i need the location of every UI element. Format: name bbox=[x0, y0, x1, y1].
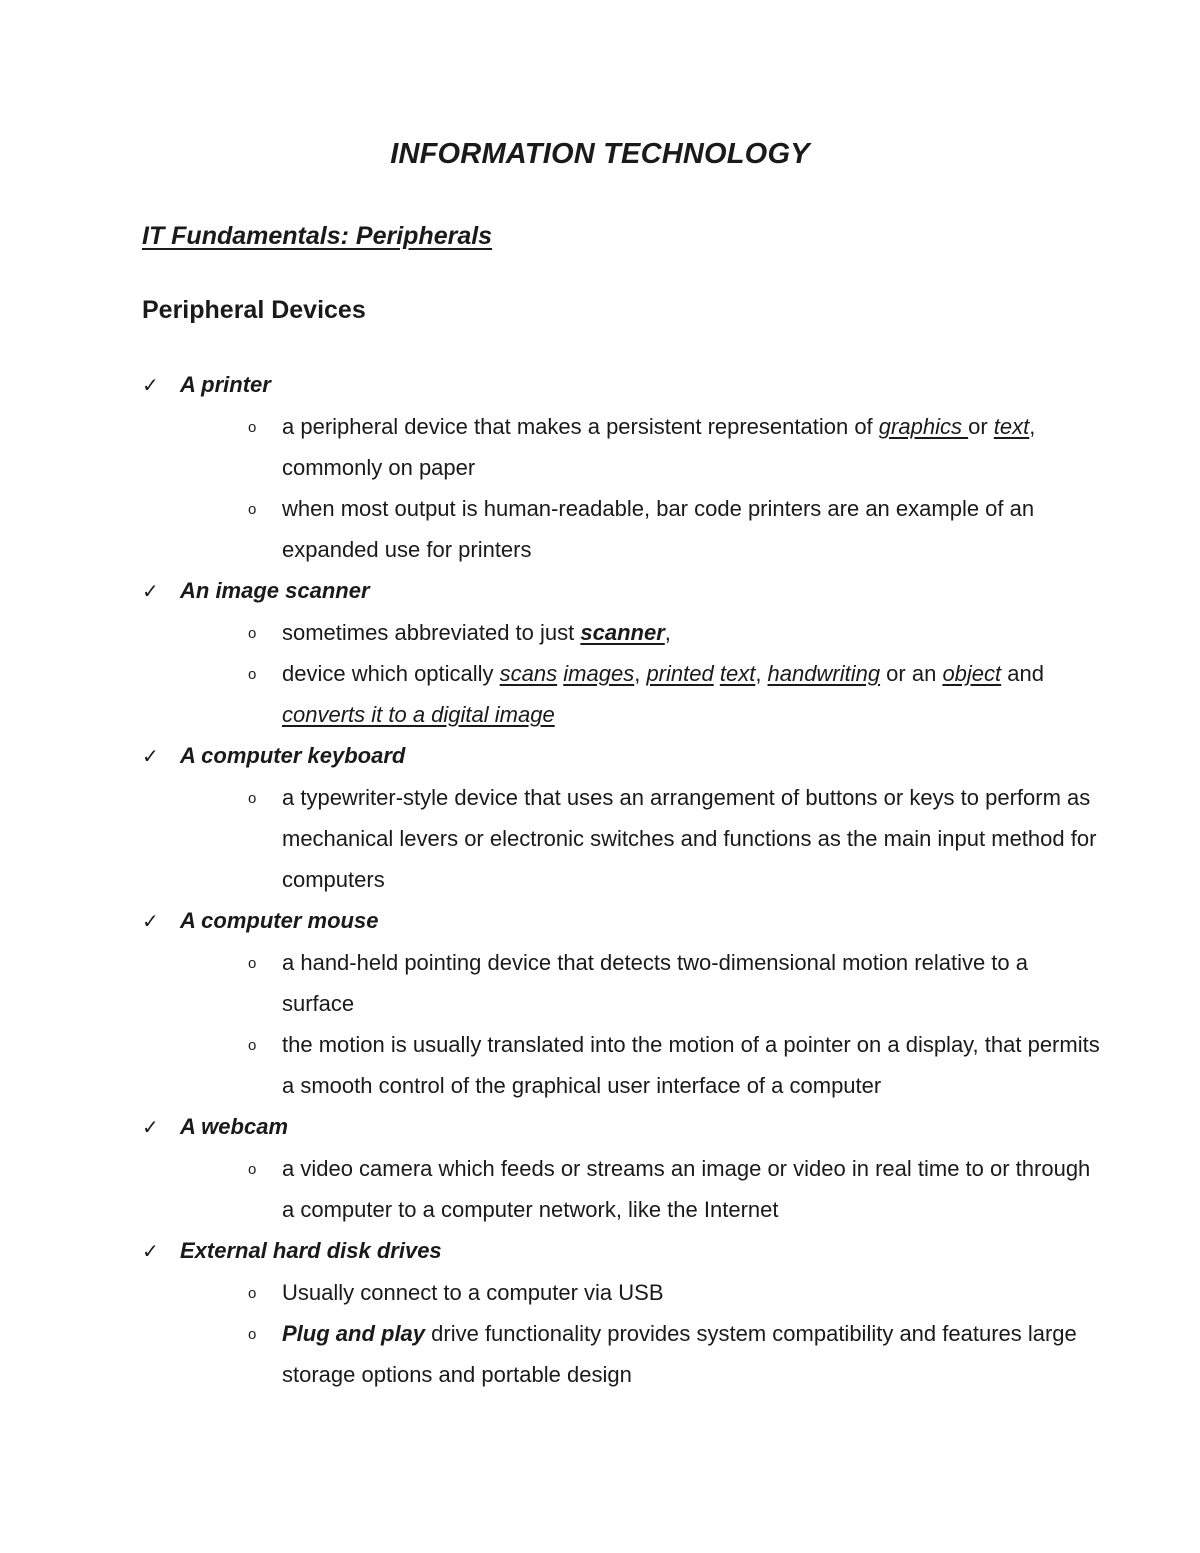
sub-point bbox=[142, 1024, 1102, 1106]
list-item bbox=[142, 900, 1102, 1106]
sub-point bbox=[142, 612, 1102, 653]
sub-point bbox=[142, 653, 1102, 735]
item-heading-text: An image scanner bbox=[180, 578, 370, 603]
circle-bullet-icon: o bbox=[248, 1285, 257, 1302]
sub-point-text: and bbox=[1001, 661, 1044, 686]
sub-point-text: a hand-held pointing device that detects two-dimensional motion relative to a surface bbox=[282, 950, 1029, 1016]
plug-and-play-term: Plug and play bbox=[282, 1321, 426, 1346]
list-item bbox=[142, 364, 1102, 570]
list-item bbox=[142, 1230, 1102, 1395]
item-heading-text: External hard disk drives bbox=[180, 1238, 442, 1263]
item-heading bbox=[142, 570, 1102, 612]
circle-bullet-icon: o bbox=[248, 1037, 257, 1054]
sub-point-text: or an bbox=[880, 661, 943, 686]
sub-point-text: or bbox=[968, 414, 994, 439]
sub-point-text: device which optically bbox=[282, 661, 500, 686]
check-mark-icon: ✓ bbox=[142, 1117, 159, 1139]
sub-point-text: the motion is usually translated into the motion of a pointer on a display, that permits a smooth control of the graphical user interface of a computer bbox=[282, 1032, 1100, 1098]
link-digital-image[interactable]: converts it to a digital image bbox=[282, 702, 555, 727]
section-heading: Peripheral Devices bbox=[142, 296, 366, 324]
document-title: INFORMATION TECHNOLOGY bbox=[390, 138, 810, 170]
sub-point-text: a typewriter-style device that uses an arrangement of buttons or keys to perform as mechanical levers or electronic switches and functions as the main input method for computers bbox=[282, 785, 1097, 892]
sub-point bbox=[142, 1272, 1102, 1313]
document-subtitle: IT Fundamentals: Peripherals bbox=[142, 222, 493, 250]
sub-point-text: a video camera which feeds or streams an image or video in real time to or through a computer to a computer network, like the Internet bbox=[282, 1156, 1091, 1222]
item-heading bbox=[142, 364, 1102, 406]
item-heading-text: A computer keyboard bbox=[180, 743, 406, 768]
sub-point bbox=[142, 1313, 1102, 1395]
link-scanner[interactable]: scanner bbox=[580, 620, 665, 645]
check-mark-icon: ✓ bbox=[142, 581, 159, 603]
check-mark-icon: ✓ bbox=[142, 911, 159, 933]
check-mark-icon: ✓ bbox=[142, 1241, 159, 1263]
item-heading bbox=[142, 1230, 1102, 1272]
sub-point bbox=[142, 1148, 1102, 1230]
link-graphics[interactable]: graphics bbox=[878, 414, 969, 439]
link-object[interactable]: object bbox=[942, 661, 1002, 686]
item-heading bbox=[142, 735, 1102, 777]
circle-bullet-icon: o bbox=[248, 1161, 257, 1178]
list-item bbox=[142, 1106, 1102, 1230]
sub-point bbox=[142, 942, 1102, 1024]
link-handwriting[interactable]: handwriting bbox=[767, 661, 881, 686]
sub-point-text: , bbox=[634, 661, 647, 686]
list-item bbox=[142, 735, 1102, 900]
link-images[interactable]: images bbox=[563, 661, 635, 686]
link-text[interactable]: text bbox=[993, 414, 1030, 439]
sub-point-text: drive functionality provides system compatibility and features large storage options and portable design bbox=[282, 1321, 1077, 1387]
item-heading-text: A webcam bbox=[180, 1114, 289, 1139]
sub-point bbox=[142, 488, 1102, 570]
circle-bullet-icon: o bbox=[248, 625, 257, 642]
circle-bullet-icon: o bbox=[248, 501, 257, 518]
sub-point-text: sometimes abbreviated to just bbox=[282, 620, 581, 645]
link-scans[interactable]: scans bbox=[499, 661, 558, 686]
sub-point-text: a peripheral device that makes a persistent representation of bbox=[282, 414, 879, 439]
sub-point bbox=[142, 406, 1102, 488]
sub-point-text: Usually connect to a computer via USB bbox=[282, 1280, 664, 1305]
sub-point bbox=[142, 777, 1102, 900]
sub-point-text: , commonly on paper bbox=[282, 414, 1036, 480]
circle-bullet-icon: o bbox=[248, 1326, 257, 1343]
check-mark-icon: ✓ bbox=[142, 375, 159, 397]
item-heading bbox=[142, 1106, 1102, 1148]
sub-point-text: , bbox=[664, 620, 671, 645]
circle-bullet-icon: o bbox=[248, 419, 257, 436]
circle-bullet-icon: o bbox=[248, 666, 257, 683]
circle-bullet-icon: o bbox=[248, 955, 257, 972]
item-heading bbox=[142, 900, 1102, 942]
item-heading-text: A printer bbox=[180, 372, 271, 397]
circle-bullet-icon: o bbox=[248, 790, 257, 807]
list-item bbox=[142, 570, 1102, 735]
peripheral-device-list bbox=[142, 364, 1102, 1395]
check-mark-icon: ✓ bbox=[142, 746, 159, 768]
item-heading-text: A computer mouse bbox=[180, 908, 379, 933]
sub-point-text: when most output is human-readable, bar code printers are an example of an expanded use for printers bbox=[282, 496, 1035, 562]
link-text[interactable]: text bbox=[719, 661, 756, 686]
link-printed[interactable]: printed bbox=[646, 661, 714, 686]
sub-point-text: , bbox=[755, 661, 768, 686]
